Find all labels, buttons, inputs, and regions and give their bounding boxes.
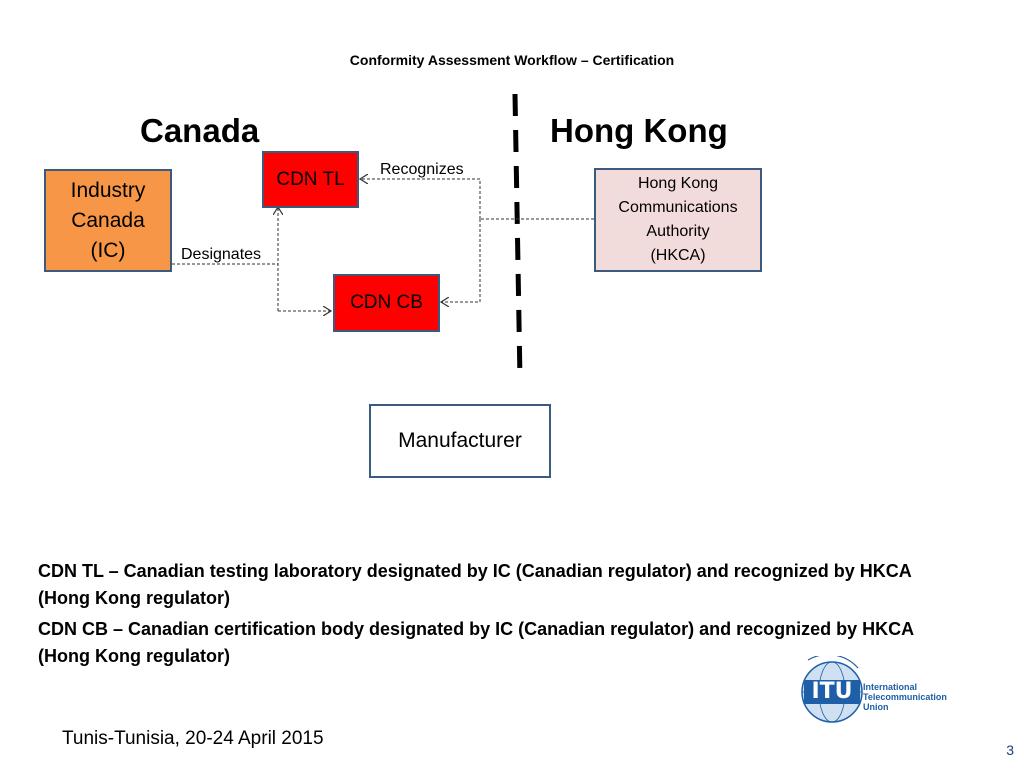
- itu-logo: [800, 656, 980, 726]
- manufacturer-label: Manufacturer: [398, 429, 522, 452]
- region-hong-kong-label: Hong Kong: [550, 112, 728, 149]
- cdn-cb-label: CDN CB: [350, 292, 423, 313]
- manufacturer-box: [369, 404, 551, 478]
- recognizes-arrow-tl: [360, 179, 480, 219]
- cdn-cb-box: [333, 274, 440, 332]
- hkca-label: Hong Kong Communications Authority (HKCA): [618, 175, 738, 264]
- slide-title: Conformity Assessment Workflow – Certification: [349, 52, 675, 68]
- recognizes-arrow-cb: [441, 219, 480, 302]
- note-cdn-tl: CDN TL – Canadian testing laboratory designated by IC (Canadian regulator) and recognized by HKCA (Hong Kong regulator): [38, 561, 912, 608]
- industry-canada-box: [44, 169, 172, 272]
- industry-canada-label: Industry Canada (IC): [70, 178, 146, 262]
- cdn-tl-box: [262, 151, 359, 208]
- hkca-box: [594, 168, 762, 272]
- designates-label: Designates: [181, 246, 262, 263]
- itu-name: International Telecommunication Union: [863, 682, 947, 712]
- page-number: 3: [1006, 742, 1014, 758]
- cdn-tl-label: CDN TL: [276, 169, 345, 190]
- footer-location-date: Tunis-Tunisia, 20-24 April 2015: [62, 728, 324, 749]
- itu-abbr: ITU: [804, 680, 860, 704]
- region-canada-label: Canada: [140, 112, 260, 149]
- recognizes-label: Recognizes: [380, 161, 464, 178]
- border-divider-line: [515, 94, 520, 380]
- note-cdn-cb: CDN CB – Canadian certification body designated by IC (Canadian regulator) and recognized by HKCA (Hong Kong regulator): [38, 619, 914, 666]
